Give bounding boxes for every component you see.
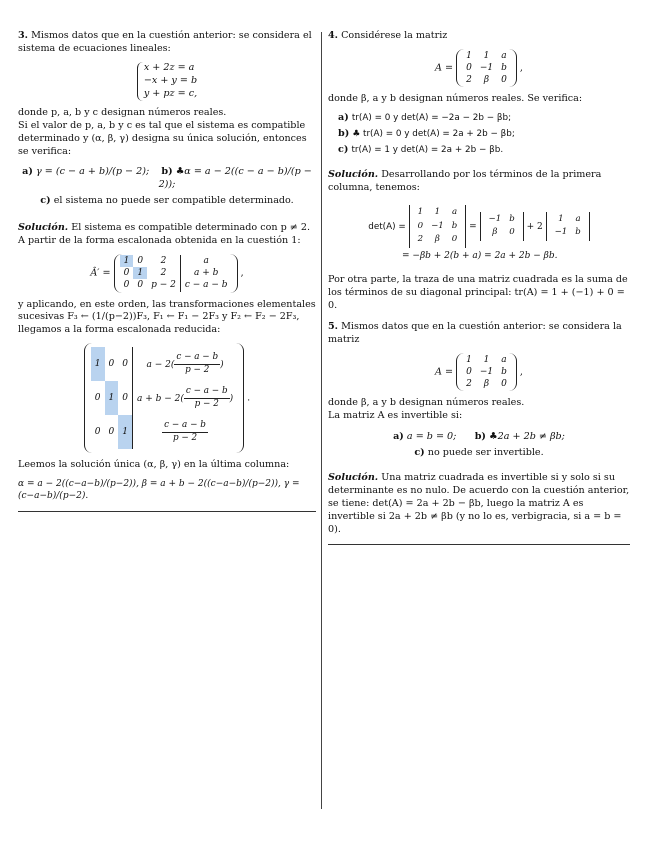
q5-end-rule bbox=[328, 544, 630, 545]
q5-opt-c-label: c) bbox=[414, 446, 425, 458]
q5-opt-c: no puede ser invertible. bbox=[427, 446, 544, 458]
q5-opt-b-label: b) bbox=[474, 430, 486, 442]
q3-echelon-matrix: Â′ = 1 0 2 a 0 1 2 a + b 0 0 p − 2 c − a − b , bbox=[18, 254, 316, 292]
q4-intro bbox=[328, 30, 630, 43]
q5-opt-a-label: a) bbox=[393, 430, 404, 442]
q4-solution-heading: Solución. bbox=[328, 169, 379, 181]
q3-intro-text: Mismos datos que en la cuestión anterior: se considera el sistema de ecuaciones lineales: bbox=[18, 30, 312, 54]
q3-end-rule bbox=[18, 511, 316, 512]
q3-solution-2: y aplicando, en este orden, las transformaciones elementales sucesivas F₃ ← (1/(p−2))F₃, F₁ ← F₁ − 2F₃ y F₂ ← F₂ − 2F₃, llegamos a la forma escalonada reducida: bbox=[18, 298, 316, 336]
q4-opt-b: ♣ tr(A) = 0 y det(A) = 2a + 2b − βb; bbox=[352, 129, 515, 140]
q4-det-expansion: det(A) = 1 1 a 0 −1 b 2 β 0 = −1 b β 0 + 2 1 a −1 b bbox=[328, 205, 630, 248]
q4-solution-2: Por otra parte, la traza de una matriz cuadrada es la suma de los términos de su diagonal principal: tr(A) = 1 + (−1) + 0 = 0. bbox=[328, 273, 628, 311]
q5-options-ab bbox=[328, 431, 630, 444]
q3-cond: Si el valor de p, a, b y c es tal que el sistema es compatible determinado y (α, β, γ) designa su única solución, entonces se verifica: bbox=[18, 119, 307, 157]
right-column bbox=[328, 30, 630, 545]
system-eq-3: y + pz = c, bbox=[143, 87, 198, 99]
q5-opt-a: a = b = 0; bbox=[406, 430, 457, 442]
q4-A-label: A = bbox=[435, 62, 454, 74]
q3-opt-a: γ = (c − a + b)/(p − 2); bbox=[35, 166, 150, 178]
q3-donde: donde p, a, b y c designan números reales. bbox=[18, 106, 227, 118]
q4-det-result: = −βb + 2(b + a) = 2a + 2b − βb. bbox=[402, 250, 558, 261]
q4-donde: donde β, a y b designan números reales. Se verifica: bbox=[328, 93, 583, 105]
q4-options bbox=[338, 112, 630, 157]
q4-solution-1 bbox=[328, 169, 630, 195]
q3-option-c bbox=[18, 195, 316, 208]
q3-opt-b: ♣α = a − 2((c − a − b)/(p − 2)); bbox=[158, 166, 312, 191]
q4-intro-text: Considérese la matriz bbox=[341, 30, 448, 41]
q3-reduced-matrix: 1 0 0 a − 2( $\frac{c - a - b}{p - 2}$ ) 0 1 0 a + b − 2( $\frac{c - a - b}{p - 2}$ ) 0 0 1 $\frac{c - a - b}{p - 2}$ . bbox=[18, 343, 316, 453]
q4-opt-a-label: a) bbox=[338, 112, 349, 124]
system-eq-2: −x + y = b bbox=[143, 74, 198, 86]
q3-intro bbox=[18, 30, 316, 56]
q4-matrix: A = 1 1 a 0 −1 b 2 β 0 , bbox=[328, 49, 630, 87]
q4-opt-c-label: c) bbox=[338, 144, 349, 156]
q5-opt-b: ♣2a + 2b ≠ βb; bbox=[489, 430, 565, 442]
q4-opt-a: tr(A) = 0 y det(A) = −2a − 2b − βb; bbox=[351, 113, 512, 124]
q5-solution-heading: Solución. bbox=[328, 471, 379, 483]
q3-opt-a-label: a) bbox=[22, 166, 33, 178]
q5-A-label: A = bbox=[435, 366, 454, 378]
q5-intro-text: Mismos datos que en la cuestión anterior: se considera la matriz bbox=[328, 320, 622, 345]
q3-number: 3. bbox=[18, 30, 29, 41]
q3-system bbox=[18, 62, 316, 101]
q3-solution-1 bbox=[18, 222, 316, 248]
q4-opt-c: tr(A) = 1 y det(A) = 2a + 2b − βb. bbox=[351, 145, 504, 156]
q5-solution-text: Una matriz cuadrada es invertible si y solo si su determinante es no nulo. De acuerdo con la cuestión anterior, se tiene: det(A) = 2a + 2b − βb, luego la matriz A es invertible si 2a + 2b ≠ βb (y no lo es, verbigracia, si a = b = 0). bbox=[328, 471, 630, 535]
q5-solution bbox=[328, 472, 630, 537]
q4-opt-b-label: b) bbox=[338, 128, 350, 140]
q3-solution-text-1: El sistema es compatible determinado con p ≠ 2. A partir de la forma escalonada obtenida en la cuestión 1: bbox=[18, 222, 311, 247]
q5-intro bbox=[328, 321, 630, 347]
q3-opt-b-label: b) bbox=[161, 166, 173, 178]
q3-final: α = a − 2((c−a−b)/(p−2)), β = a + b − 2((c−a−b)/(p−2)), γ = (c−a−b)/(p−2). bbox=[18, 479, 300, 502]
left-column bbox=[18, 30, 316, 512]
q5-number: 5. bbox=[328, 320, 339, 332]
q5-invertible: La matriz A es invertible si: bbox=[328, 409, 463, 421]
q5-donde: donde β, a y b designan números reales. bbox=[328, 397, 525, 409]
q3-solution-heading: Solución. bbox=[18, 222, 69, 234]
q3-solution-3: Leemos la solución única (α, β, γ) en la última columna: bbox=[18, 459, 290, 471]
q5-option-c bbox=[328, 447, 630, 460]
q4-number: 4. bbox=[328, 30, 339, 41]
system-eq-1: x + 2z = a bbox=[143, 61, 195, 73]
q4-solution-text-1: Desarrollando por los términos de la primera columna, tenemos: bbox=[328, 169, 602, 194]
q5-matrix: A = 1 1 a 0 −1 b 2 β 0 , bbox=[328, 353, 630, 391]
q3-options-ab bbox=[18, 166, 316, 192]
q3-opt-c-label: c) bbox=[40, 195, 51, 207]
column-divider bbox=[321, 32, 322, 809]
q3-opt-c: el sistema no puede ser compatible determinado. bbox=[53, 195, 294, 207]
